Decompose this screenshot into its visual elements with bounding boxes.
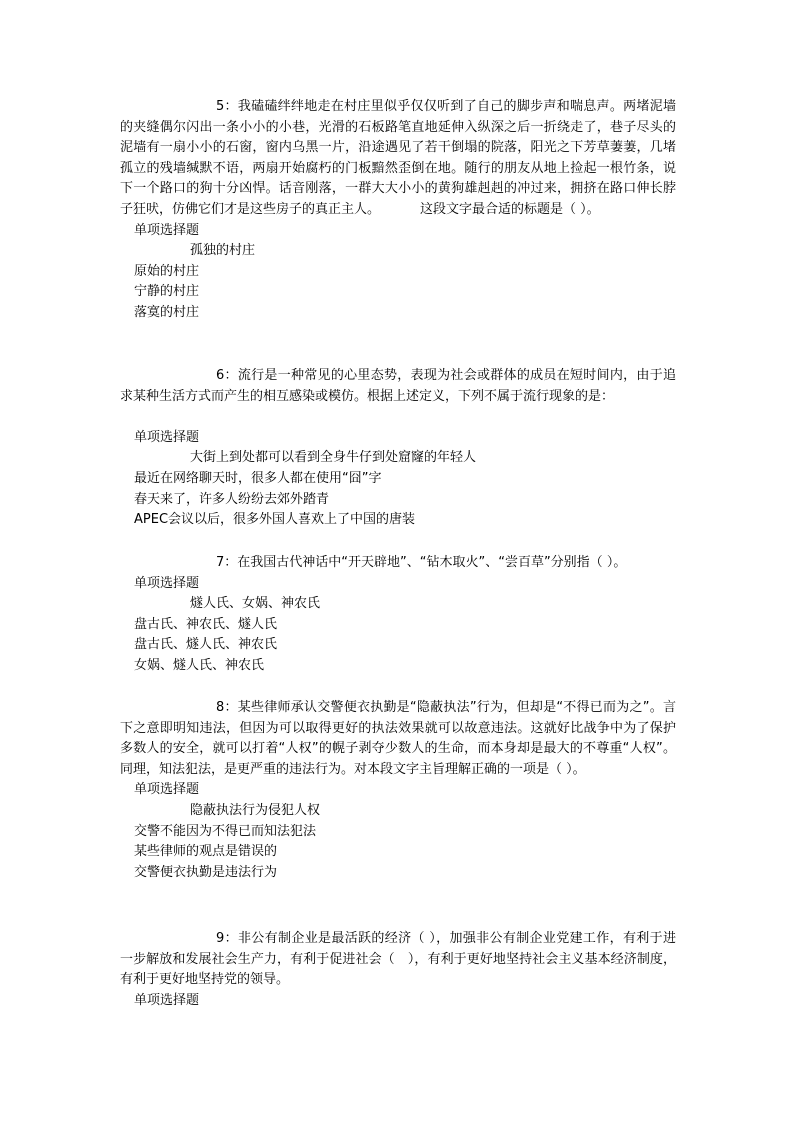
option-a[interactable]: 孤独的村庄 <box>190 243 256 259</box>
question-stem: 9：非公有制企业是最活跃的经济（ ），加强非公有制企业党建工作，有利于进一步解放和发展社会生产力，有利于促进社会（ ），有利于更好地坚持社会主义基本经济制度，有利于更好地坚持党的领导。 <box>120 931 676 988</box>
question-9 <box>120 929 676 1011</box>
option-a[interactable]: 燧人氏、女娲、神农氏 <box>190 596 321 612</box>
question-type: 单项选择题 <box>134 992 200 1008</box>
option-d[interactable]: 交警便衣执勤是违法行为 <box>134 864 278 880</box>
option-b[interactable]: 盘古氏、神农氏、燧人氏 <box>134 616 278 632</box>
option-d[interactable]: 女娲、燧人氏、神农氏 <box>134 657 265 673</box>
question-8 <box>120 698 676 883</box>
question-stem-text: 5：我磕磕绊绊地走在村庄里似乎仅仅听到了自己的脚步声和喘息声。两堵泥墙的夹缝偶尔闪出一条小小的小巷，光滑的石板路笔直地延伸入纵深之后一折绕走了，巷子尽头的泥墙有一扇小小的石窗，窗内乌黑一片，沿途遇见了若干倒塌的院落，阳光之下芳草萋萋，几堵孤立的残墙缄默不语，两扇开始腐朽的门板黯然歪倒在地。随行的朋友从地上捡起一根竹条，说下一个路口的狗十分凶悍。话音刚落，一群大大小小的黄狗雄赳赳的冲过来，拥挤在路口伸长脖子狂吠，仿佛它们才是这些房子的真正主人。 <box>120 99 676 217</box>
question-stem: 7：在我国古代神话中“开天辟地”、“钻木取火”、“尝百草”分别指（ ）。 <box>216 555 627 570</box>
question-5 <box>120 97 676 324</box>
option-a[interactable]: 大街上到处都可以看到全身牛仔到处窟窿的年轻人 <box>190 450 477 466</box>
option-c[interactable]: 盘古氏、燧人氏、神农氏 <box>134 637 278 653</box>
question-stem-tail: 这段文字最合适的标题是（ ）。 <box>420 201 600 217</box>
option-b[interactable]: 最近在网络聊天时，很多人都在使用“囧”字 <box>134 470 382 486</box>
question-type: 单项选择题 <box>134 782 200 798</box>
question-6 <box>120 366 676 531</box>
question-stem <box>120 97 676 221</box>
question-type: 单项选择题 <box>134 429 200 445</box>
option-c[interactable]: 某些律师的观点是错误的 <box>134 844 278 860</box>
option-b[interactable]: 交警不能因为不得已而知法犯法 <box>134 823 317 839</box>
option-c[interactable]: 宁静的村庄 <box>134 284 200 300</box>
question-stem: 8：某些律师承认交警便衣执勤是“隐蔽执法”行为，但却是“不得已而为之”。言下之意即明知违法，但因为可以取得更好的执法效果就可以故意违法。这就好比战争中为了保护多数人的安全，就可以打着“人权”的幌子剥夺少数人的生命，而本身却是最大的不尊重“人权”。同理，知法犯法，是更严重的违法行为。对本段文字主旨理解正确的一项是（ ）。 <box>120 700 676 777</box>
question-stem: 6：流行是一种常见的心里态势，表现为社会或群体的成员在短时间内，由于追求某种生活方式而产生的相互感染或模仿。根据上述定义，下列不属于流行现象的是： <box>120 368 676 404</box>
option-d[interactable]: 落寞的村庄 <box>134 304 200 320</box>
option-c[interactable]: 春天来了，许多人纷纷去郊外踏青 <box>134 491 330 507</box>
question-7 <box>120 553 676 677</box>
question-type: 单项选择题 <box>134 575 200 591</box>
option-a[interactable]: 隐蔽执法行为侵犯人权 <box>190 802 321 818</box>
question-type: 单项选择题 <box>134 222 200 238</box>
option-b[interactable]: 原始的村庄 <box>134 263 200 279</box>
option-d[interactable]: APEC会议以后，很多外国人喜欢上了中国的唐装 <box>134 512 416 528</box>
